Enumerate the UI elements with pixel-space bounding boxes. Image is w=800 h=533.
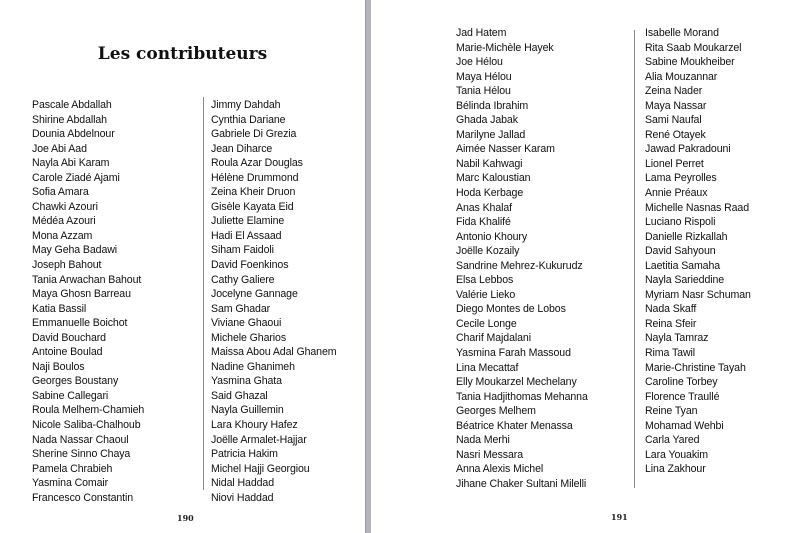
contributor-name: Marie-Michèle Hayek <box>456 41 554 54</box>
contributor-name: Lara Khoury Hafez <box>211 419 298 432</box>
contributor-name: Lara Youakim <box>645 448 708 461</box>
contributor-name: Anna Alexis Michel <box>456 463 544 476</box>
contributor-name: Shirine Abdallah <box>32 113 107 126</box>
contributor-name: Reina Sfeir <box>645 317 697 330</box>
contributor-name: Nabil Kahwagi <box>456 157 523 170</box>
contributor-name: Laetitia Samaha <box>645 259 721 272</box>
column-divider <box>634 30 635 488</box>
contributor-name: Myriam Nasr Schuman <box>645 288 751 301</box>
contributor-name: Patricia Hakim <box>211 448 278 461</box>
contributor-name: Valérie Lieko <box>456 288 516 301</box>
contributor-name: Joseph Bahout <box>32 259 102 272</box>
contributor-name: Médéa Azouri <box>32 215 96 228</box>
contributor-list-column-1 <box>32 98 144 505</box>
contributor-name: Sandrine Mehrez-Kukurudz <box>456 259 583 272</box>
contributor-name: Maissa Abou Adal Ghanem <box>211 346 337 359</box>
contributor-name: Bélinda Ibrahim <box>456 99 529 112</box>
contributor-name: Marilyne Jallad <box>456 128 526 141</box>
contributor-name: Naji Boulos <box>32 360 85 373</box>
contributor-name: Sabine Moukheiber <box>645 56 735 69</box>
contributor-name: Nada Skaff <box>645 303 697 316</box>
contributor-name: Pamela Chrabieh <box>32 462 113 475</box>
contributor-name: Lina Zakhour <box>645 463 706 476</box>
contributor-name: Lama Peyrolles <box>645 172 717 185</box>
contributor-name: Nada Merhi <box>456 434 510 447</box>
contributor-name: Francesco Constantin <box>32 491 134 504</box>
contributor-name: Sami Naufal <box>645 114 702 127</box>
contributor-name: Antoine Boulad <box>32 346 103 359</box>
contributor-name: Jihane Chaker Sultani Milelli <box>456 477 587 490</box>
contributor-name: Michel Hajji Georgiou <box>211 462 310 475</box>
contributor-name: Gabriele Di Grezia <box>211 128 297 141</box>
contributor-name: Florence Traullé <box>645 390 720 403</box>
contributor-name: Alia Mouzannar <box>645 70 718 83</box>
contributor-name: Joëlle Kozaily <box>456 245 520 258</box>
contributor-name: Maya Nassar <box>645 99 707 112</box>
contributor-name: Niovi Haddad <box>211 491 274 504</box>
contributor-name: Béatrice Khater Menassa <box>456 419 573 432</box>
contributor-name: Nada Nassar Chaoul <box>32 433 129 446</box>
contributor-name: Reine Tyan <box>645 405 698 418</box>
contributor-name: Zeina Nader <box>645 85 703 98</box>
contributor-name: Juliette Elamine <box>211 215 285 228</box>
contributor-name: Jimmy Dahdah <box>211 99 281 111</box>
contributor-name: Hélène Drummond <box>211 171 299 184</box>
contributor-name: Cathy Galiere <box>211 273 275 286</box>
contributor-name: Fida Khalifé <box>456 216 511 229</box>
contributor-name: Chawki Azouri <box>32 200 98 213</box>
contributor-name: Maya Ghosn Barreau <box>32 288 131 301</box>
contributor-name: Joe Hélou <box>456 56 503 69</box>
contributor-name: Yasmina Comair <box>32 477 109 490</box>
contributor-name: Jocelyne Gannage <box>211 288 298 301</box>
contributor-name: Tania Hélou <box>456 85 511 98</box>
contributor-name: Nayla Sarieddine <box>645 274 725 287</box>
contributor-name: Mona Azzam <box>32 229 93 242</box>
contributor-name: Siham Faidoli <box>211 244 274 257</box>
contributor-name: René Otayek <box>645 128 706 141</box>
contributor-name: Michele Gharios <box>211 331 287 344</box>
contributor-name: Anas Khalaf <box>456 201 513 214</box>
contributor-name: Rima Tawil <box>645 347 696 360</box>
contributor-name: Carla Yared <box>645 434 700 447</box>
contributor-name: Nayla Guillemin <box>211 404 284 417</box>
page-title: Les contributeurs <box>97 44 268 64</box>
contributor-name: Isabelle Morand <box>645 27 719 39</box>
contributor-name: Elly Moukarzel Mechelany <box>456 376 577 389</box>
contributor-name: Said Ghazal <box>211 389 268 402</box>
contributor-name: Diego Montes de Lobos <box>456 303 566 316</box>
contributor-name: Marc Kaloustian <box>456 172 531 185</box>
contributor-name: Roula Azar Douglas <box>211 157 303 170</box>
contributor-name: Nadine Ghanimeh <box>211 360 295 373</box>
contributor-name: Luciano Rispoli <box>645 216 716 229</box>
contributor-name: Charif Majdalani <box>456 332 531 345</box>
contributor-name: David Sahyoun <box>645 245 716 258</box>
contributor-name: Tania Hadjithomas Mehanna <box>456 390 588 403</box>
contributor-name: Antonio Khoury <box>456 230 528 243</box>
contributor-name: Gisèle Kayata Eid <box>211 200 294 213</box>
contributor-name: Lionel Perret <box>645 157 704 170</box>
contributor-name: Marie-Christine Tayah <box>645 361 746 374</box>
contributor-name: Katia Bassil <box>32 302 87 315</box>
contributor-name: Maya Hélou <box>456 70 512 83</box>
contributor-name: Ghada Jabak <box>456 114 518 127</box>
contributor-name: Nidal Haddad <box>211 477 274 490</box>
contributor-name: Hadi El Assaad <box>211 229 282 242</box>
contributor-name: Joëlle Armalet-Hajjar <box>211 433 307 446</box>
contributor-name: Mohamad Wehbi <box>645 419 724 432</box>
contributor-name: Nasri Messara <box>456 448 523 461</box>
contributor-name: Joe Abi Aad <box>32 142 87 155</box>
contributor-name: David Bouchard <box>32 331 106 344</box>
contributor-list-column-3 <box>456 26 588 492</box>
contributor-name: Cynthia Dariane <box>211 113 286 126</box>
contributor-name: Sofia Amara <box>32 186 89 199</box>
contributor-name: Tania Arwachan Bahout <box>32 273 142 286</box>
contributor-name: Nayla Abi Karam <box>32 157 110 170</box>
contributor-name: Sherine Sinno Chaya <box>32 448 131 461</box>
contributor-name: Caroline Torbey <box>645 376 718 389</box>
contributor-name: Yasmina Farah Massoud <box>456 347 571 360</box>
column-divider <box>203 97 204 490</box>
contributor-name: Roula Melhem-Chamieh <box>32 404 145 417</box>
contributor-name: Jad Hatem <box>456 27 507 39</box>
contributor-name: Elsa Lebbos <box>456 274 514 287</box>
contributor-name: Yasmina Ghata <box>211 375 282 388</box>
contributor-name: Nayla Tamraz <box>645 332 709 345</box>
contributor-name: David Foenkinos <box>211 259 289 272</box>
contributor-name: Cecile Longe <box>456 317 517 330</box>
contributor-name: May Geha Badawi <box>32 244 118 257</box>
contributor-list-column-4 <box>645 26 751 477</box>
contributor-name: Nicole Saliba-Chalhoub <box>32 419 141 432</box>
contributor-name: Rita Saab Moukarzel <box>645 41 742 54</box>
contributor-name: Annie Préaux <box>645 187 708 200</box>
page-number: 191 <box>611 512 628 522</box>
contributor-name: Aimée Nasser Karam <box>456 143 555 156</box>
contributor-name: Carole Ziadé Ajami <box>32 171 120 184</box>
contributor-name: Zeina Kheir Druon <box>211 186 296 199</box>
contributor-name: Sam Ghadar <box>211 302 271 315</box>
contributor-name: Georges Boustany <box>32 375 119 388</box>
contributor-name: Jawad Pakradouni <box>645 143 731 156</box>
page-number: 190 <box>177 513 194 523</box>
contributor-name: Michelle Nasnas Raad <box>645 201 749 214</box>
contributor-name: Georges Melhem <box>456 405 536 418</box>
contributor-list-column-2 <box>211 98 337 505</box>
contributor-name: Jean Diharce <box>211 142 273 155</box>
contributor-name: Hoda Kerbage <box>456 187 524 200</box>
contributor-name: Danielle Rizkallah <box>645 230 728 243</box>
contributor-name: Lina Mecattaf <box>456 361 519 374</box>
contributor-name: Pascale Abdallah <box>32 99 112 111</box>
contributor-name: Viviane Ghaoui <box>211 317 282 330</box>
contributor-name: Emmanuelle Boichot <box>32 317 128 330</box>
contributor-name: Sabine Callegari <box>32 389 109 402</box>
contributor-name: Dounia Abdelnour <box>32 128 115 141</box>
